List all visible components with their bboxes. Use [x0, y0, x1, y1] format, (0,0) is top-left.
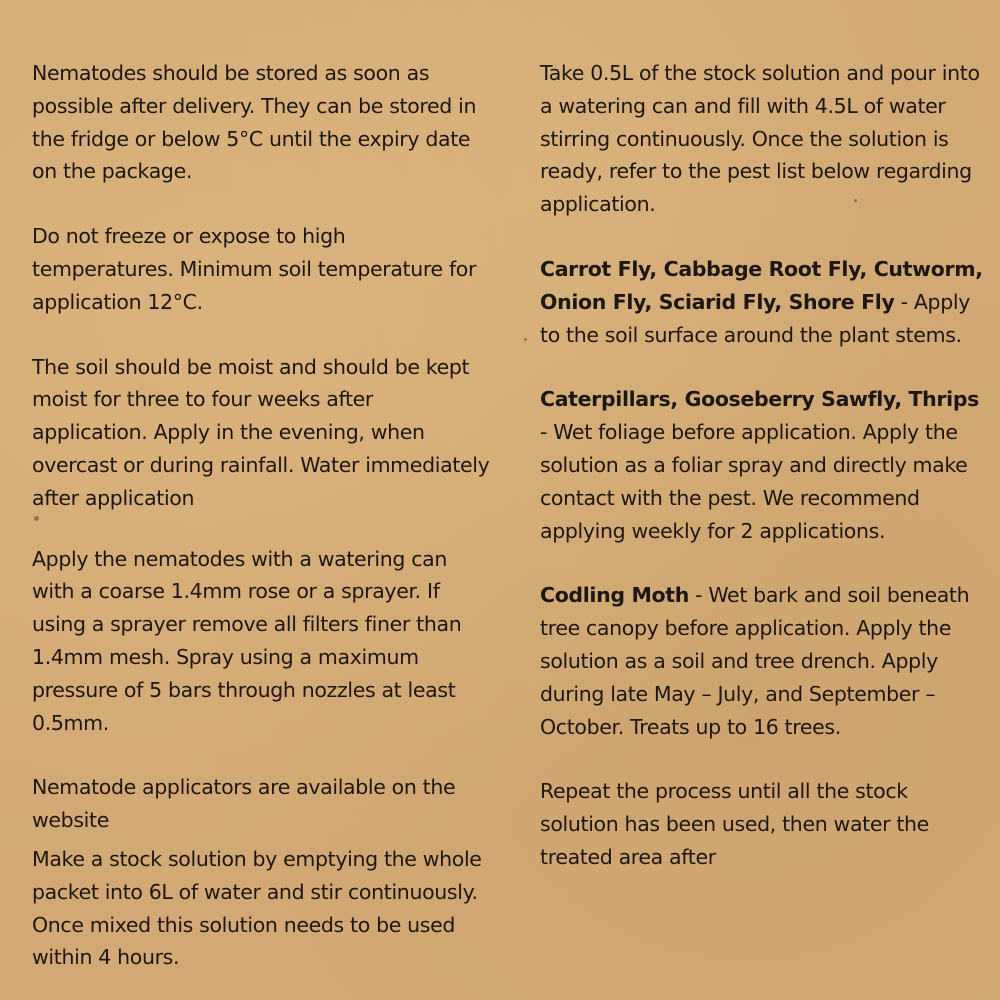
pest-entry-soil-flies	[540, 253, 990, 351]
stock-solution-paragraph: Make a stock solution by emptying the whole packet into 6L of water and stir continuously. Once mixed this solution needs to be used within 4 hours.	[32, 846, 482, 970]
pest-instructions: - Apply to the soil surface around the plant stems.	[540, 289, 970, 347]
dilution-paragraph: Take 0.5L of the stock solution and pour into a watering can and fill with 4.5L of water stirring continuously. Once the solution is ready, refer to the pest list below regarding application.	[540, 61, 980, 217]
pest-entry-codling-moth	[540, 579, 990, 743]
soil-moisture-paragraph: The soil should be moist and should be kept moist for three to four weeks after application. Apply in the evening, when overcast or during rainfall. Water immediately after application	[32, 354, 490, 510]
pest-name: Carrot Fly, Cabbage Root Fly, Cutworm, Onion Fly, Sciarid Fly, Shore Fly	[540, 256, 983, 314]
pest-instructions: - Wet foliage before application. Apply the solution as a foliar spray and directly make contact with the pest. We recommend applying weekly for 2 applications.	[540, 420, 968, 543]
pest-entry-foliage	[540, 383, 990, 547]
pest-instructions: - Wet bark and soil beneath tree canopy before application. Apply the solution as a soil and tree drench. Apply during late May – July, and September – October. Treats up to 16 trees.	[540, 583, 970, 739]
temperature-paragraph: Do not freeze or expose to high temperatures. Minimum soil temperature for application 12°C.	[32, 224, 477, 314]
applicator-paragraph: Apply the nematodes with a watering can with a coarse 1.4mm rose or a sprayer. If using a sprayer remove all filters finer than 1.4mm mesh. Spray using a maximum pressure of 5 bars through nozzles at least 0.5mm.	[32, 546, 462, 735]
closing-paragraph: Repeat the process until all the stock solution has been used, then water the treated area after	[540, 779, 929, 869]
pest-application-column	[540, 57, 990, 874]
website-applicators-note: Nematode applicators are available on the website	[32, 775, 456, 833]
pest-name: Caterpillars, Gooseberry Sawfly, Thrips	[540, 387, 980, 412]
paper-speck	[524, 338, 527, 341]
pest-name: Codling Moth	[540, 583, 689, 608]
storage-and-application-column	[32, 57, 492, 974]
storage-paragraph: Nematodes should be stored as soon as possible after delivery. They can be stored in the fridge or below 5°C until the expiry date on the package.	[32, 61, 477, 184]
